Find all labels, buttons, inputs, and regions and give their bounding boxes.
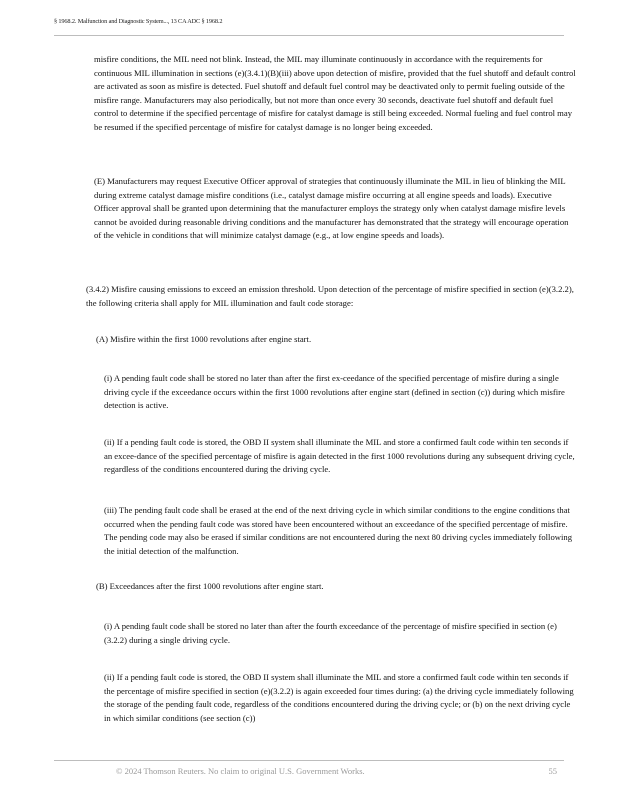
paragraph-b-ii: (ii) If a pending fault code is stored, the OBD II system shall illuminate the MIL and store a confirmed fault code within ten seconds if the percentage of misfire specified in section (e)(3.2.2) is again exceeded four times during: (a) the driving cycle immediately following the storage of the pending fault code, regardless of the conditions encountered during the driving cycle; or (b) on the next driving cycle in which similar conditions (see section (c)) — [104, 672, 574, 723]
footer-rule — [54, 760, 564, 761]
paragraph-a-i: (i) A pending fault code shall be stored no later than after the first ex-ceedance of the specified percentage of misfire during a single driving cycle if the exceedance occurs within the first 1000 revolutions after engine start (defined in section (c)) during which misfire detection is active. — [104, 373, 565, 411]
paragraph-b: (B) Exceedances after the first 1000 revolutions after engine start. — [96, 581, 324, 591]
page-number: 55 — [548, 766, 557, 776]
paragraph-a-ii: (ii) If a pending fault code is stored, the OBD II system shall illuminate the MIL and store a confirmed fault code within ten seconds if an excee-dance of the specified percentage of misfire is again detected in the first 1000 revolutions during any subsequent driving cycle, regardless of the conditions encountered during the driving cycle. — [104, 437, 575, 475]
footer-copyright: © 2024 Thomson Reuters. No claim to original U.S. Government Works. — [116, 766, 365, 776]
paragraph-e: (E) Manufacturers may request Executive Officer approval of strategies that continuously illuminate the MIL in lieu of blinking the MIL during extreme catalyst damage misfire conditions (i.e., catalyst damage misfire occurring at all engine speeds and loads). Executive Officer approval shall be granted upon determining that the manufacturer employs the strategy only when catalyst damage misfire levels cannot be avoided during reasonable driving conditions and the manufacturer has demonstrated that the strategy will encourage operation of the vehicle in conditions that will minimize catalyst damage (e.g., at low engine speeds and loads). — [94, 176, 569, 241]
running-head: § 1968.2. Malfunction and Diagnostic System..., 13 CA ADC § 1968.2 — [54, 18, 223, 25]
header-rule — [54, 35, 564, 36]
paragraph-misfire-continuation: misfire conditions, the MIL need not blink. Instead, the MIL may illuminate continuously in accordance with the requirements for continuous MIL illumination in sections (e)(3.4.1)(B)(iii) above upon detection of misfire, provided that the fuel shutoff and default control are activated as soon as misfire is detected. Fuel shutoff and default fuel control may be deactivated only to permit fueling outside of the misfire range. Manufacturers may also periodically, but not more than once every 30 seconds, deactivate fuel shutoff and default fuel control to determine if the specified percentage of misfire for catalyst damage is still being exceeded. Normal fueling and fuel control may be resumed if the specified percentage of misfire for catalyst damage is no longer being exceeded. — [94, 54, 576, 132]
paragraph-a: (A) Misfire within the first 1000 revolutions after engine start. — [96, 334, 312, 344]
paragraph-3-4-2: (3.4.2) Misfire causing emissions to exceed an emission threshold. Upon detection of the percentage of misfire specified in section (e)(3.2.2), the following criteria shall apply for MIL illumination and fault code storage: — [86, 284, 574, 308]
paragraph-a-iii: (iii) The pending fault code shall be erased at the end of the next driving cycle in which similar conditions to the engine conditions that occurred when the pending fault code was stored have been encountered without an exceedance of the specified percentage of misfire. The pending code may also be erased if similar conditions are not encountered during the next 80 driving cycles immediately following the initial detection of the malfunction. — [104, 505, 573, 556]
paragraph-b-i: (i) A pending fault code shall be stored no later than after the fourth exceedance of the percentage of misfire specified in section (e)(3.2.2) during a single driving cycle. — [104, 621, 557, 645]
